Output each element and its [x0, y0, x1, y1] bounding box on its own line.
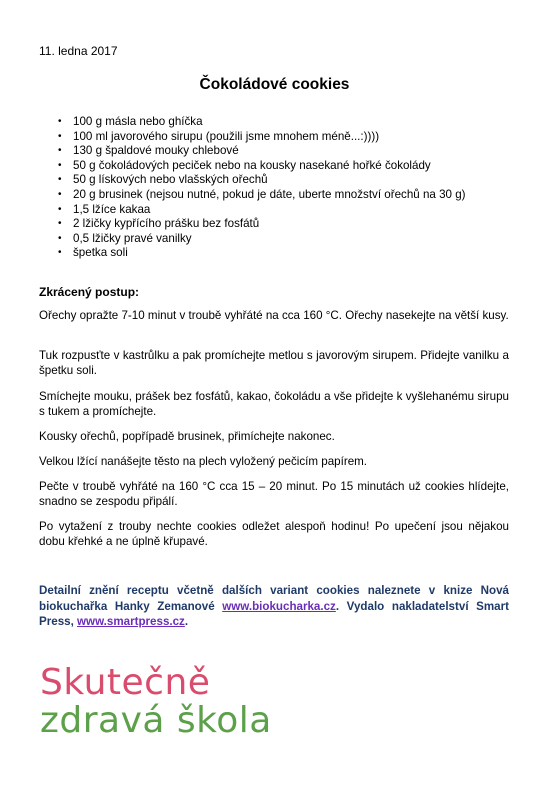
bullet-icon: •	[58, 247, 62, 259]
bullet-icon: •	[58, 116, 62, 127]
bullet-icon: •	[58, 174, 62, 186]
procedure-step: Po vytažení z trouby nechte cookies odležet alespoň hodinu! Po upečení jsou nějakou dobu křehké a ne úplně křupavé.	[39, 520, 509, 548]
bullet-icon: •	[58, 188, 62, 200]
ingredient-item: • 100 g másla nebo ghíčka	[58, 115, 203, 128]
procedure-step: Tuk rozpusťte v kastrůlku a pak promíchejte metlou s javorovým sirupem. Přidejte vanilku a špetku soli.	[39, 349, 509, 377]
bullet-icon: •	[58, 232, 62, 244]
bullet-icon: •	[58, 218, 62, 230]
ingredient-item: • špetka soli	[58, 246, 128, 260]
bullet-icon: •	[58, 203, 62, 215]
bullet-icon: •	[58, 145, 62, 157]
logo-line-2: zdravá škola	[40, 700, 272, 741]
procedure-step: Smíchejte mouku, prášek bez fosfátů, kakao, čokoládu a vše přidejte k vyšlehanému sirupu s tukem a promíchejte.	[39, 390, 509, 418]
document-date: 11. ledna 2017	[39, 44, 118, 58]
biokucharka-link[interactable]: www.biokucharka.cz	[222, 599, 336, 613]
ingredient-item: • 130 g špaldové mouky chlebové	[58, 144, 239, 158]
skutecne-zdrava-skola-logo	[40, 664, 272, 740]
bullet-icon: •	[58, 130, 62, 142]
procedure-step: Kousky ořechů, popřípadě brusinek, přimíchejte nakonec.	[39, 430, 335, 443]
source-note: Detailní znění receptu včetně dalších variant cookies naleznete v knize Nová biokuchařka Hanky Zemanové www.biokucharka.cz. Vydalo nakladatelství Smart Press, www.smartpress.cz.	[39, 584, 509, 628]
procedure-step: Pečte v troubě vyhřáté na 160 °C cca 15 – 20 minut. Po 15 minutách už cookies hlídejte, snadno se zespodu připálí.	[39, 480, 509, 508]
ingredient-item: • 50 g lískových nebo vlašských ořechů	[58, 173, 268, 187]
procedure-step: Ořechy opražte 7-10 minut v troubě vyhřáté na cca 160 °C. Ořechy nasekejte na větší kusy.	[39, 309, 509, 322]
ingredient-item: • 100 ml javorového sirupu (použili jsme mnohem méně...:))))	[58, 129, 380, 143]
ingredient-list	[58, 115, 466, 261]
logo-line-1: Skutečně	[40, 662, 211, 703]
ingredient-item: • 20 g brusinek (nejsou nutné, pokud je dáte, uberte množství ořechů na 30 g)	[58, 187, 466, 201]
procedure-step: Velkou lžící nanášejte těsto na plech vyložený pečicím papírem.	[39, 455, 368, 468]
ingredient-item: • 0,5 lžičky pravé vanilky	[58, 231, 192, 245]
ingredient-item: • 2 lžičky kypřícího prášku bez fosfátů	[58, 217, 260, 231]
recipe-title: Čokoládové cookies	[199, 76, 350, 93]
smartpress-link[interactable]: www.smartpress.cz	[77, 615, 185, 628]
bullet-icon: •	[58, 159, 62, 171]
procedure-heading: Zkrácený postup:	[39, 285, 140, 299]
ingredient-item: • 1,5 lžíce kakaa	[58, 202, 151, 216]
ingredient-item: • 50 g čokoládových peciček nebo na kousky nasekané hořké čokolády	[58, 158, 431, 172]
